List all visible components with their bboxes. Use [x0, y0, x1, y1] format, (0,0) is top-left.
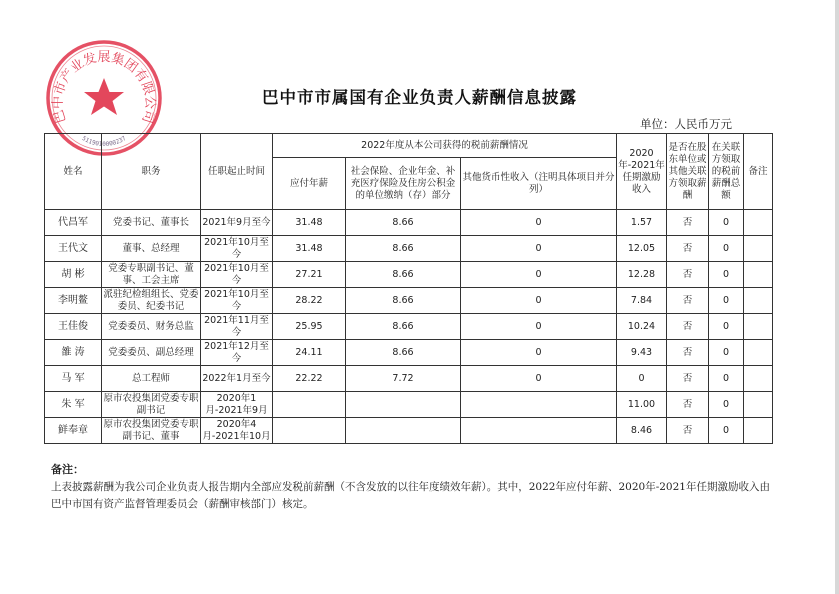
cell-incentive: 0: [617, 366, 667, 392]
cell-related-total: 0: [709, 418, 744, 444]
cell-insurance: 8.66: [346, 340, 461, 366]
cell-salary: 27.21: [273, 262, 346, 288]
cell-position: 原市农投集团党委专职副书记: [103, 392, 199, 416]
cell-name: 雒 涛: [45, 340, 102, 366]
cell-related-flag: 否: [667, 288, 709, 314]
table-row: [45, 392, 773, 418]
currency-unit: 单位：人民币万元: [640, 117, 732, 131]
cell-term: 2022年1月至今: [201, 366, 273, 392]
cell-insurance: 8.66: [346, 288, 461, 314]
header-group: 2022年度从本公司获得的税前薪酬情况: [273, 134, 617, 158]
table-row: [45, 340, 773, 366]
cell-position: 总工程师: [102, 366, 201, 392]
cell-position: 党委委员、财务总监: [102, 314, 201, 340]
cell-related-total: 0: [709, 366, 744, 392]
cell-incentive: 1.57: [617, 210, 667, 236]
cell-salary: 31.48: [273, 236, 346, 262]
cell-salary: 24.11: [273, 340, 346, 366]
cell-salary: 25.95: [273, 314, 346, 340]
header-other: 其他货币性收入（注明具体项目并分列）: [461, 158, 617, 210]
cell-related-flag: 否: [667, 366, 709, 392]
cell-term: 2021年10月至今: [201, 288, 273, 314]
cell-related-total: 0: [709, 236, 744, 262]
header-salary: 应付年薪: [273, 158, 346, 210]
cell-term: 2020年1月-2021年9月: [201, 392, 273, 418]
cell-remark: [744, 262, 773, 288]
cell-remark: [744, 288, 773, 314]
header-related-flag: 是否在股东单位或其他关联方领取薪酬: [667, 134, 709, 210]
cell-name: 鲜奉章: [45, 418, 102, 444]
table-row: [45, 288, 773, 314]
cell-related-total: 0: [709, 392, 744, 418]
cell-insurance: 8.66: [346, 262, 461, 288]
cell-term: 2020年4月-2021年10月: [202, 418, 271, 442]
header-position: 职务: [102, 134, 201, 210]
cell-related-flag: 否: [667, 340, 709, 366]
cell-related-flag: 否: [667, 418, 709, 444]
cell-remark: [744, 210, 773, 236]
cell-name: 马 军: [45, 366, 102, 392]
cell-position: 党委委员、副总经理: [102, 340, 201, 366]
cell-incentive: 12.28: [617, 262, 667, 288]
notes-heading: 备注：: [51, 463, 84, 476]
table-row: [45, 236, 773, 262]
cell-incentive: 7.84: [617, 288, 667, 314]
cell-remark: [744, 418, 773, 444]
cell-insurance: 8.66: [346, 314, 461, 340]
seal-code-text: 5119010000237: [80, 134, 128, 148]
header-incentive: 2020年-2021年任期激励收入: [617, 134, 667, 210]
cell-other: 0: [461, 210, 617, 236]
cell-term: 2021年12月至今: [201, 340, 273, 366]
cell-insurance: 8.66: [346, 210, 461, 236]
notes-text: 上表披露薪酬为我公司企业负责人报告期内全部应发税前薪酬（不含发放的以往年度绩效年薪）。其中，2022年应付年薪、2020年-2021年任期激励收入由巴中市国有资产监督管理委员会（薪酬审核部门）核定。: [51, 481, 770, 510]
cell-name: 朱 军: [45, 392, 102, 418]
cell-related-flag: 否: [667, 262, 709, 288]
cell-salary: [273, 418, 346, 444]
cell-term: 2021年10月至今: [201, 236, 273, 262]
table-row: [45, 314, 773, 340]
cell-position: 原市农投集团党委专职副书记、董事: [103, 418, 199, 442]
cell-insurance: [346, 418, 461, 444]
cell-insurance: 7.72: [346, 366, 461, 392]
cell-related-total: 0: [709, 262, 744, 288]
cell-term: 2021年11月至今: [201, 314, 273, 340]
cell-term: 2021年9月至今: [201, 210, 273, 236]
cell-salary: 31.48: [273, 210, 346, 236]
cell-related-total: 0: [709, 288, 744, 314]
cell-other: 0: [461, 236, 617, 262]
header-related-total: 在关联方领取的税前薪酬总额: [709, 134, 744, 210]
cell-other: 0: [461, 314, 617, 340]
table-row: [45, 418, 773, 444]
table-row: [45, 210, 773, 236]
cell-remark: [744, 314, 773, 340]
cell-name: 王代文: [45, 236, 102, 262]
cell-remark: [744, 340, 773, 366]
header-name: 姓名: [45, 134, 102, 210]
salary-table: [44, 133, 773, 444]
cell-other: [461, 418, 617, 444]
cell-name: 胡 彬: [45, 262, 102, 288]
header-remark: 备注: [744, 134, 773, 210]
cell-other: 0: [461, 288, 617, 314]
cell-salary: 28.22: [273, 288, 346, 314]
cell-related-total: 0: [709, 340, 744, 366]
cell-incentive: 8.46: [617, 418, 667, 444]
page-title: 巴中市市属国有企业负责人薪酬信息披露: [262, 88, 577, 107]
cell-salary: [273, 392, 346, 418]
header-term: 任职起止时间: [201, 134, 273, 210]
cell-salary: 22.22: [273, 366, 346, 392]
cell-incentive: 12.05: [617, 236, 667, 262]
cell-position: 董事、总经理: [102, 236, 201, 262]
cell-insurance: [346, 392, 461, 418]
cell-related-total: 0: [709, 314, 744, 340]
cell-related-flag: 否: [667, 314, 709, 340]
cell-incentive: 11.00: [617, 392, 667, 418]
cell-incentive: 9.43: [617, 340, 667, 366]
seal-ring-text: 巴中市产业发展集团有限公司: [50, 50, 158, 125]
cell-name: 李明鳌: [45, 288, 102, 314]
cell-other: 0: [461, 262, 617, 288]
table-row: [45, 366, 773, 392]
cell-remark: [744, 236, 773, 262]
cell-insurance: 8.66: [346, 236, 461, 262]
cell-remark: [744, 392, 773, 418]
cell-term: 2021年10月至今: [201, 262, 273, 288]
cell-other: [461, 392, 617, 418]
cell-related-flag: 否: [667, 210, 709, 236]
cell-name: 王佳俊: [45, 314, 102, 340]
header-insurance: 社会保险、企业年金、补充医疗保险及住房公积金的单位缴纳（存）部分: [346, 158, 461, 210]
cell-position: 党委专职副书记、董事、工会主席: [102, 262, 201, 288]
cell-related-flag: 否: [667, 236, 709, 262]
cell-name: 代昌军: [45, 210, 102, 236]
cell-position: 派驻纪检组组长、党委委员、纪委书记: [103, 288, 199, 312]
cell-other: 0: [461, 366, 617, 392]
cell-incentive: 10.24: [617, 314, 667, 340]
table-row: [45, 262, 773, 288]
cell-position: 党委书记、董事长: [102, 210, 201, 236]
table-body: [45, 210, 773, 444]
cell-other: 0: [461, 340, 617, 366]
cell-related-flag: 否: [667, 392, 709, 418]
cell-related-total: 0: [709, 210, 744, 236]
cell-remark: [744, 366, 773, 392]
